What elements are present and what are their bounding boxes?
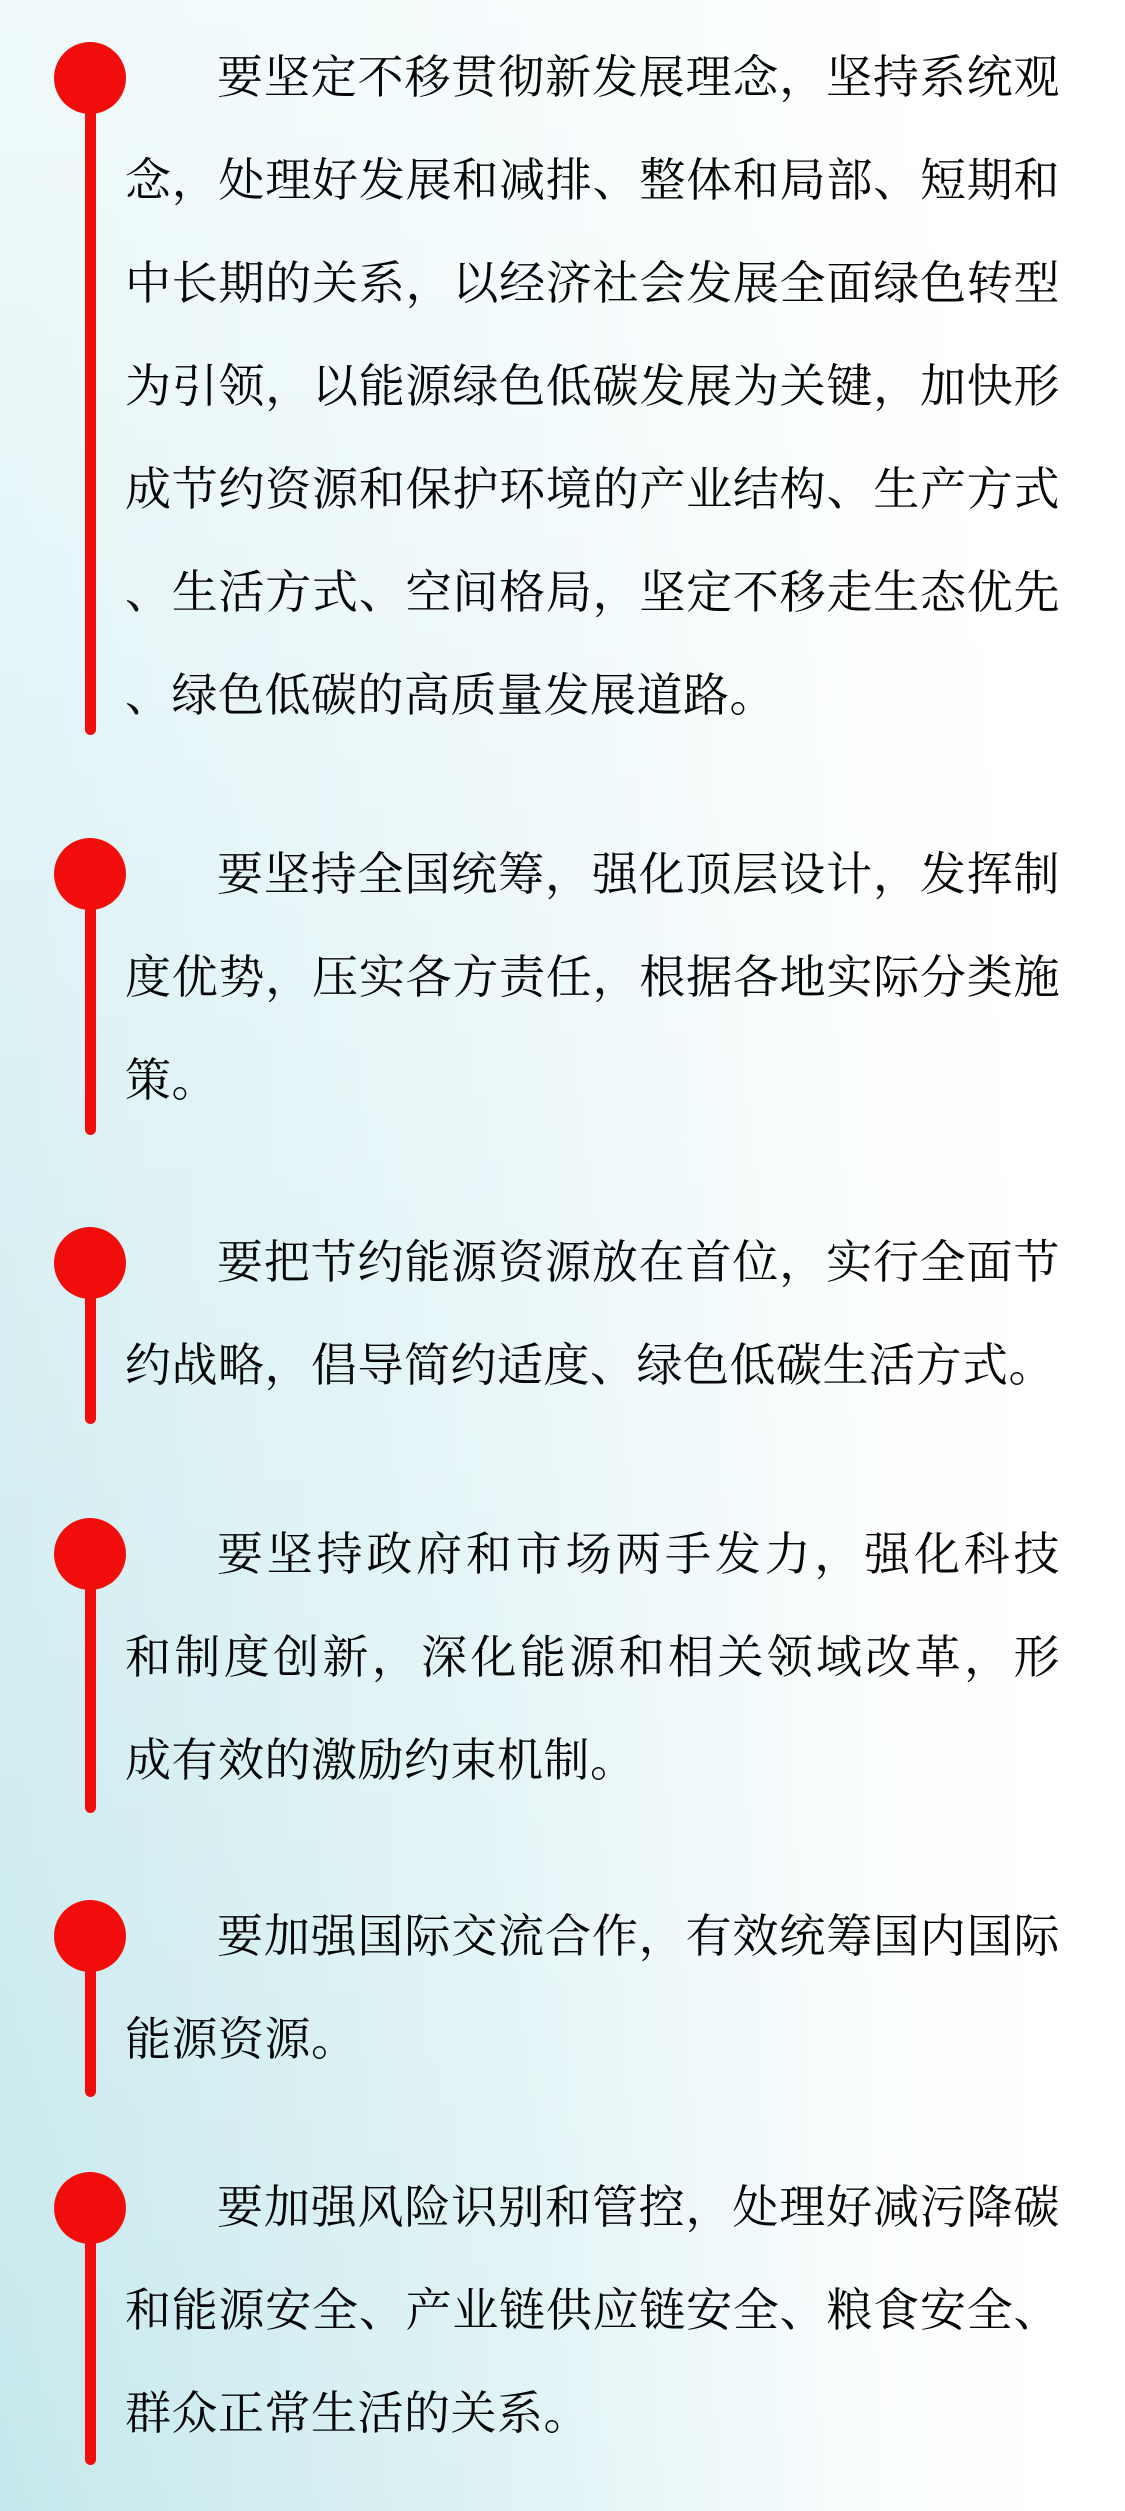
paragraph-3: [125, 1211, 1060, 1417]
paragraph-line: 要加强国际交流合作，有效统筹国内国际: [217, 1910, 1060, 1962]
paragraph-2: [125, 823, 1060, 1132]
timeline-stem-line: [85, 1582, 96, 1813]
bullet-circle-icon: [54, 1227, 126, 1299]
timeline-stem-line: [85, 2236, 96, 2465]
bullet-circle-icon: [54, 2172, 126, 2244]
bullet-circle-icon: [54, 1518, 126, 1590]
paragraph-line: 要坚定不移贯彻新发展理念，坚持系统观: [217, 51, 1060, 103]
bullet-circle-icon: [54, 42, 126, 114]
paragraph-5: [125, 1885, 1060, 2091]
timeline-stem-line: [85, 1291, 96, 1424]
timeline-stem-line: [85, 106, 96, 735]
paragraph-line: 和制度创新，深化能源和相关领域改革，形: [125, 1631, 1060, 1683]
paragraph-6: [125, 2156, 1060, 2465]
paragraph-line: 约战略，倡导简约适度、绿色低碳生活方式。: [125, 1339, 1055, 1391]
paragraph-1: [125, 26, 1060, 747]
paragraph-line: 要坚持政府和市场两手发力，强化科技: [217, 1528, 1060, 1580]
paragraph-line: 要把节约能源资源放在首位，实行全面节: [217, 1236, 1060, 1288]
paragraph-line: 要坚持全国统筹，强化顶层设计，发挥制: [217, 848, 1060, 900]
paragraph-line: 念，处理好发展和减排、整体和局部、短期和: [125, 154, 1060, 206]
timeline-stem-line: [85, 1964, 96, 2097]
paragraph-line: 和能源安全、产业链供应链安全、粮食安全、: [125, 2284, 1060, 2336]
paragraph-line: 为引领，以能源绿色低碳发展为关键，加快形: [125, 360, 1060, 412]
timeline-stem-line: [85, 902, 96, 1135]
paragraph-4: [125, 1503, 1060, 1812]
paragraph-line: 度优势，压实各方责任，根据各地实际分类施: [125, 951, 1060, 1003]
paragraph-line: 成节约资源和保护环境的产业结构、生产方式: [125, 463, 1060, 515]
bullet-circle-icon: [54, 1900, 126, 1972]
paragraph-line: 群众正常生活的关系。: [125, 2387, 590, 2439]
paragraph-line: 策。: [125, 1054, 218, 1106]
paragraph-line: 成有效的激励约束机制。: [125, 1734, 637, 1786]
paragraph-line: 能源资源。: [125, 2013, 358, 2065]
paragraph-line: 、绿色低碳的高质量发展道路。: [125, 669, 776, 721]
paragraph-line: 中长期的关系，以经济社会发展全面绿色转型: [125, 257, 1060, 309]
paragraph-line: 、生活方式、空间格局，坚定不移走生态优先: [125, 566, 1060, 618]
paragraph-line: 要加强风险识别和管控，处理好减污降碳: [217, 2181, 1060, 2233]
bullet-circle-icon: [54, 838, 126, 910]
